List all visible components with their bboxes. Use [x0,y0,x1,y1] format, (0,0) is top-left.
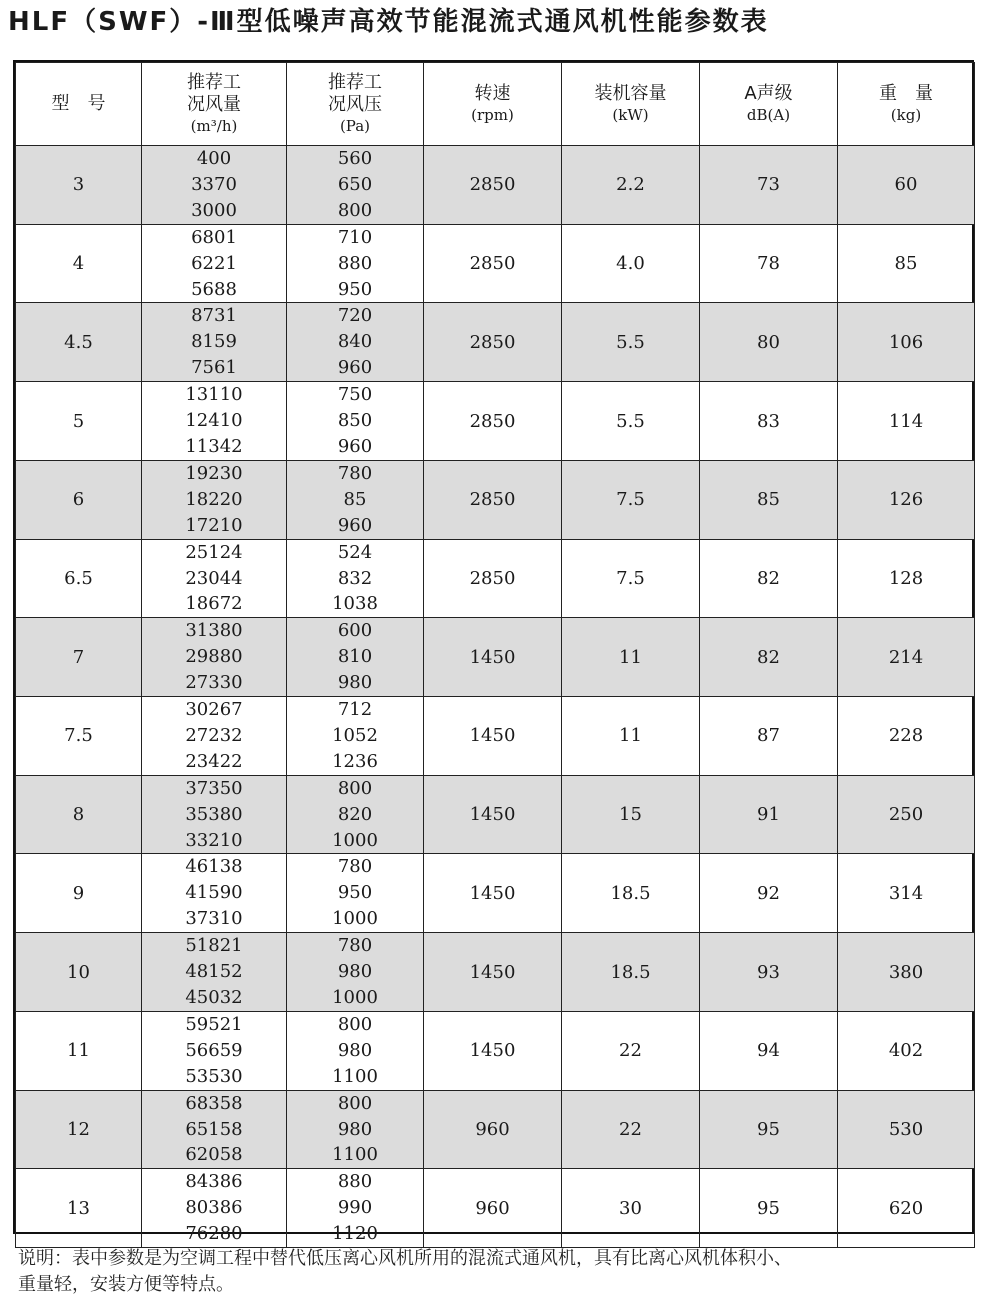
cell-airflow [142,303,287,382]
cell-pressure-value: 960 [337,435,373,457]
cell-airflow-value: 12410 [185,410,243,432]
table-row [16,618,975,697]
table-body [16,146,975,1248]
cell-model: 6 [16,460,142,539]
cell-airflow-value: 11342 [185,435,243,457]
cell-speed: 960 [424,1169,562,1248]
cell-noise: 73 [700,146,838,225]
cell-airflow-value: 51821 [185,935,243,957]
cell-pressure-value: 1000 [332,908,378,930]
cell-pressure [287,382,424,461]
parameter-table [15,62,975,1248]
table-row [16,539,975,618]
cell-weight: 250 [838,775,975,854]
cell-power: 30 [562,1169,700,1248]
cell-pressure [287,460,424,539]
header-pressure: 推荐工 况风压 (Pa) [287,63,424,146]
cell-weight: 402 [838,1011,975,1090]
cell-airflow [142,618,287,697]
cell-pressure [287,775,424,854]
cell-airflow-value: 48152 [185,961,243,983]
cell-airflow-value: 80386 [185,1197,243,1219]
cell-speed: 2850 [424,539,562,618]
cell-pressure-value: 880 [337,252,373,274]
cell-model: 10 [16,933,142,1012]
cell-pressure [287,303,424,382]
cell-speed: 2850 [424,303,562,382]
cell-pressure [287,1011,424,1090]
cell-pressure-value: 980 [337,1118,373,1140]
cell-pressure-value: 820 [337,803,373,825]
footnote-line-1: 说明：表中参数是为空调工程中替代低压离心风机所用的混流式通风机，具有比离心风机体积小、 [18,1248,792,1269]
cell-model: 11 [16,1011,142,1090]
cell-pressure-value: 1120 [332,1223,378,1245]
cell-pressure-value: 1052 [332,724,378,746]
cell-pressure-value: 800 [337,1092,373,1114]
cell-pressure-value: 780 [337,462,373,484]
cell-speed: 1450 [424,933,562,1012]
cell-power: 11 [562,618,700,697]
cell-weight: 126 [838,460,975,539]
cell-noise: 80 [700,303,838,382]
cell-model: 3 [16,146,142,225]
cell-weight: 214 [838,618,975,697]
footnote-line-2: 重量轻，安装方便等特点。 [18,1274,234,1295]
cell-pressure-value: 832 [337,567,373,589]
cell-weight: 85 [838,224,975,303]
cell-pressure-value: 840 [337,331,373,353]
cell-airflow-value: 8731 [191,305,237,327]
cell-pressure-value: 980 [337,672,373,694]
cell-airflow [142,1011,287,1090]
header-power: 装机容量 (kW) [562,63,700,146]
cell-airflow-value: 6221 [191,252,237,274]
cell-speed: 2850 [424,146,562,225]
cell-pressure-value: 1100 [332,1144,378,1166]
cell-power: 7.5 [562,539,700,618]
cell-pressure [287,854,424,933]
cell-airflow [142,854,287,933]
cell-airflow [142,933,287,1012]
cell-airflow [142,775,287,854]
cell-pressure-value: 960 [337,357,373,379]
cell-noise: 87 [700,697,838,776]
cell-airflow-value: 59521 [185,1013,243,1035]
cell-pressure-value: 960 [337,514,373,536]
cell-airflow-value: 5688 [191,278,237,300]
cell-pressure-value: 950 [337,278,373,300]
cell-power: 5.5 [562,303,700,382]
cell-pressure-value: 880 [337,1171,373,1193]
cell-noise: 91 [700,775,838,854]
cell-pressure-value: 524 [337,541,373,563]
cell-pressure-value: 810 [337,646,373,668]
cell-pressure-value: 1100 [332,1065,378,1087]
cell-pressure-value: 1038 [332,593,378,615]
cell-noise: 85 [700,460,838,539]
cell-airflow-value: 46138 [185,856,243,878]
table-header [16,63,975,146]
cell-power: 15 [562,775,700,854]
footnote [18,1246,988,1298]
cell-airflow-value: 29880 [185,646,243,668]
cell-pressure-value: 800 [337,199,373,221]
cell-pressure [287,146,424,225]
cell-pressure-value: 560 [337,148,373,169]
cell-weight: 314 [838,854,975,933]
cell-speed: 1450 [424,854,562,933]
cell-power: 2.2 [562,146,700,225]
table-row [16,854,975,933]
cell-airflow-value: 18672 [185,593,243,615]
cell-pressure [287,1090,424,1169]
header-speed: 转速 (rpm) [424,63,562,146]
cell-pressure-value: 990 [337,1197,373,1219]
cell-noise: 82 [700,539,838,618]
cell-airflow-value: 62058 [185,1144,243,1166]
cell-speed: 2850 [424,460,562,539]
cell-speed: 1450 [424,618,562,697]
cell-airflow-value: 31380 [185,620,243,642]
cell-airflow-value: 30267 [185,699,243,721]
table-row [16,460,975,539]
cell-airflow-value: 84386 [185,1171,243,1193]
parameter-table-frame [13,60,974,1245]
cell-model: 7 [16,618,142,697]
cell-airflow-value: 37310 [185,908,243,930]
cell-weight: 228 [838,697,975,776]
cell-airflow [142,224,287,303]
table-row [16,775,975,854]
header-noise: A声级 dB(A) [700,63,838,146]
cell-model: 12 [16,1090,142,1169]
cell-noise: 95 [700,1090,838,1169]
cell-pressure [287,224,424,303]
header-airflow: 推荐工 况风量 (m³/h) [142,63,287,146]
cell-pressure-value: 720 [337,305,373,327]
table-row [16,303,975,382]
cell-pressure [287,618,424,697]
cell-model: 4.5 [16,303,142,382]
cell-pressure-value: 800 [337,777,373,799]
cell-pressure-value: 1000 [332,829,378,851]
cell-pressure [287,539,424,618]
cell-power: 18.5 [562,933,700,1012]
cell-power: 18.5 [562,854,700,933]
cell-airflow-value: 27232 [185,724,243,746]
cell-pressure-value: 780 [337,935,373,957]
cell-weight: 530 [838,1090,975,1169]
cell-airflow-value: 65158 [185,1118,243,1140]
table-row [16,933,975,1012]
cell-airflow [142,1169,287,1248]
cell-pressure-value: 712 [337,699,373,721]
cell-weight: 106 [838,303,975,382]
cell-pressure-value: 600 [337,620,373,642]
cell-pressure-value: 1000 [332,987,378,1008]
cell-speed: 1450 [424,775,562,854]
cell-pressure-value: 850 [337,410,373,432]
table-row [16,1011,975,1090]
cell-model: 7.5 [16,697,142,776]
cell-pressure-value: 980 [337,1039,373,1061]
cell-airflow-value: 8159 [191,331,237,353]
table-row [16,1090,975,1169]
cell-model: 9 [16,854,142,933]
cell-airflow-value: 27330 [185,672,243,694]
cell-pressure-value: 950 [337,882,373,904]
cell-model: 5 [16,382,142,461]
cell-model: 4 [16,224,142,303]
cell-airflow-value: 23422 [185,750,243,772]
cell-pressure-value: 710 [337,226,373,248]
cell-airflow [142,460,287,539]
cell-speed: 2850 [424,224,562,303]
cell-model: 6.5 [16,539,142,618]
cell-airflow-value: 35380 [185,803,243,825]
cell-airflow-value: 68358 [185,1092,243,1114]
cell-noise: 78 [700,224,838,303]
page-title: HLF（SWF）-Ⅲ型低噪声高效节能混流式通风机性能参数表 [8,7,769,37]
table-row [16,382,975,461]
cell-pressure-value: 800 [337,1013,373,1035]
cell-speed: 960 [424,1090,562,1169]
cell-model: 8 [16,775,142,854]
cell-power: 11 [562,697,700,776]
cell-noise: 93 [700,933,838,1012]
cell-airflow-value: 18220 [185,488,243,510]
header-model: 型 号 [16,63,142,146]
cell-airflow [142,697,287,776]
cell-pressure-value: 750 [337,384,373,406]
cell-noise: 95 [700,1169,838,1248]
cell-speed: 2850 [424,382,562,461]
cell-airflow-value: 23044 [185,567,243,589]
cell-power: 22 [562,1090,700,1169]
cell-airflow-value: 3000 [191,199,237,221]
cell-airflow-value: 17210 [185,514,243,536]
cell-speed: 1450 [424,1011,562,1090]
cell-airflow-value: 76280 [185,1223,243,1245]
cell-pressure [287,933,424,1012]
cell-airflow [142,146,287,225]
cell-noise: 83 [700,382,838,461]
cell-noise: 92 [700,854,838,933]
table-row [16,1169,975,1248]
cell-airflow-value: 3370 [191,173,237,195]
cell-power: 7.5 [562,460,700,539]
cell-airflow-value: 41590 [185,882,243,904]
cell-airflow-value: 45032 [185,987,243,1008]
cell-airflow-value: 13110 [185,384,243,406]
cell-power: 4.0 [562,224,700,303]
cell-pressure-value: 85 [343,488,367,510]
cell-airflow-value: 25124 [185,541,243,563]
cell-weight: 60 [838,146,975,225]
cell-airflow-value: 400 [196,148,232,169]
cell-noise: 94 [700,1011,838,1090]
cell-airflow-value: 33210 [185,829,243,851]
cell-pressure [287,1169,424,1248]
cell-pressure-value: 980 [337,961,373,983]
cell-airflow-value: 7561 [191,357,237,379]
cell-model: 13 [16,1169,142,1248]
table-row [16,697,975,776]
cell-pressure-value: 1236 [332,750,378,772]
cell-airflow-value: 19230 [185,462,243,484]
table-row [16,146,975,225]
cell-airflow-value: 53530 [185,1065,243,1087]
cell-speed: 1450 [424,697,562,776]
cell-power: 22 [562,1011,700,1090]
cell-airflow-value: 56659 [185,1039,243,1061]
cell-weight: 620 [838,1169,975,1248]
cell-pressure-value: 780 [337,856,373,878]
cell-noise: 82 [700,618,838,697]
table-row [16,224,975,303]
cell-airflow-value: 37350 [185,777,243,799]
cell-airflow [142,539,287,618]
cell-pressure-value: 650 [337,173,373,195]
cell-weight: 380 [838,933,975,1012]
header-weight: 重 量 (kg) [838,63,975,146]
cell-pressure [287,697,424,776]
cell-airflow [142,1090,287,1169]
cell-weight: 114 [838,382,975,461]
cell-airflow-value: 6801 [191,226,237,248]
cell-power: 5.5 [562,382,700,461]
cell-weight: 128 [838,539,975,618]
cell-airflow [142,382,287,461]
